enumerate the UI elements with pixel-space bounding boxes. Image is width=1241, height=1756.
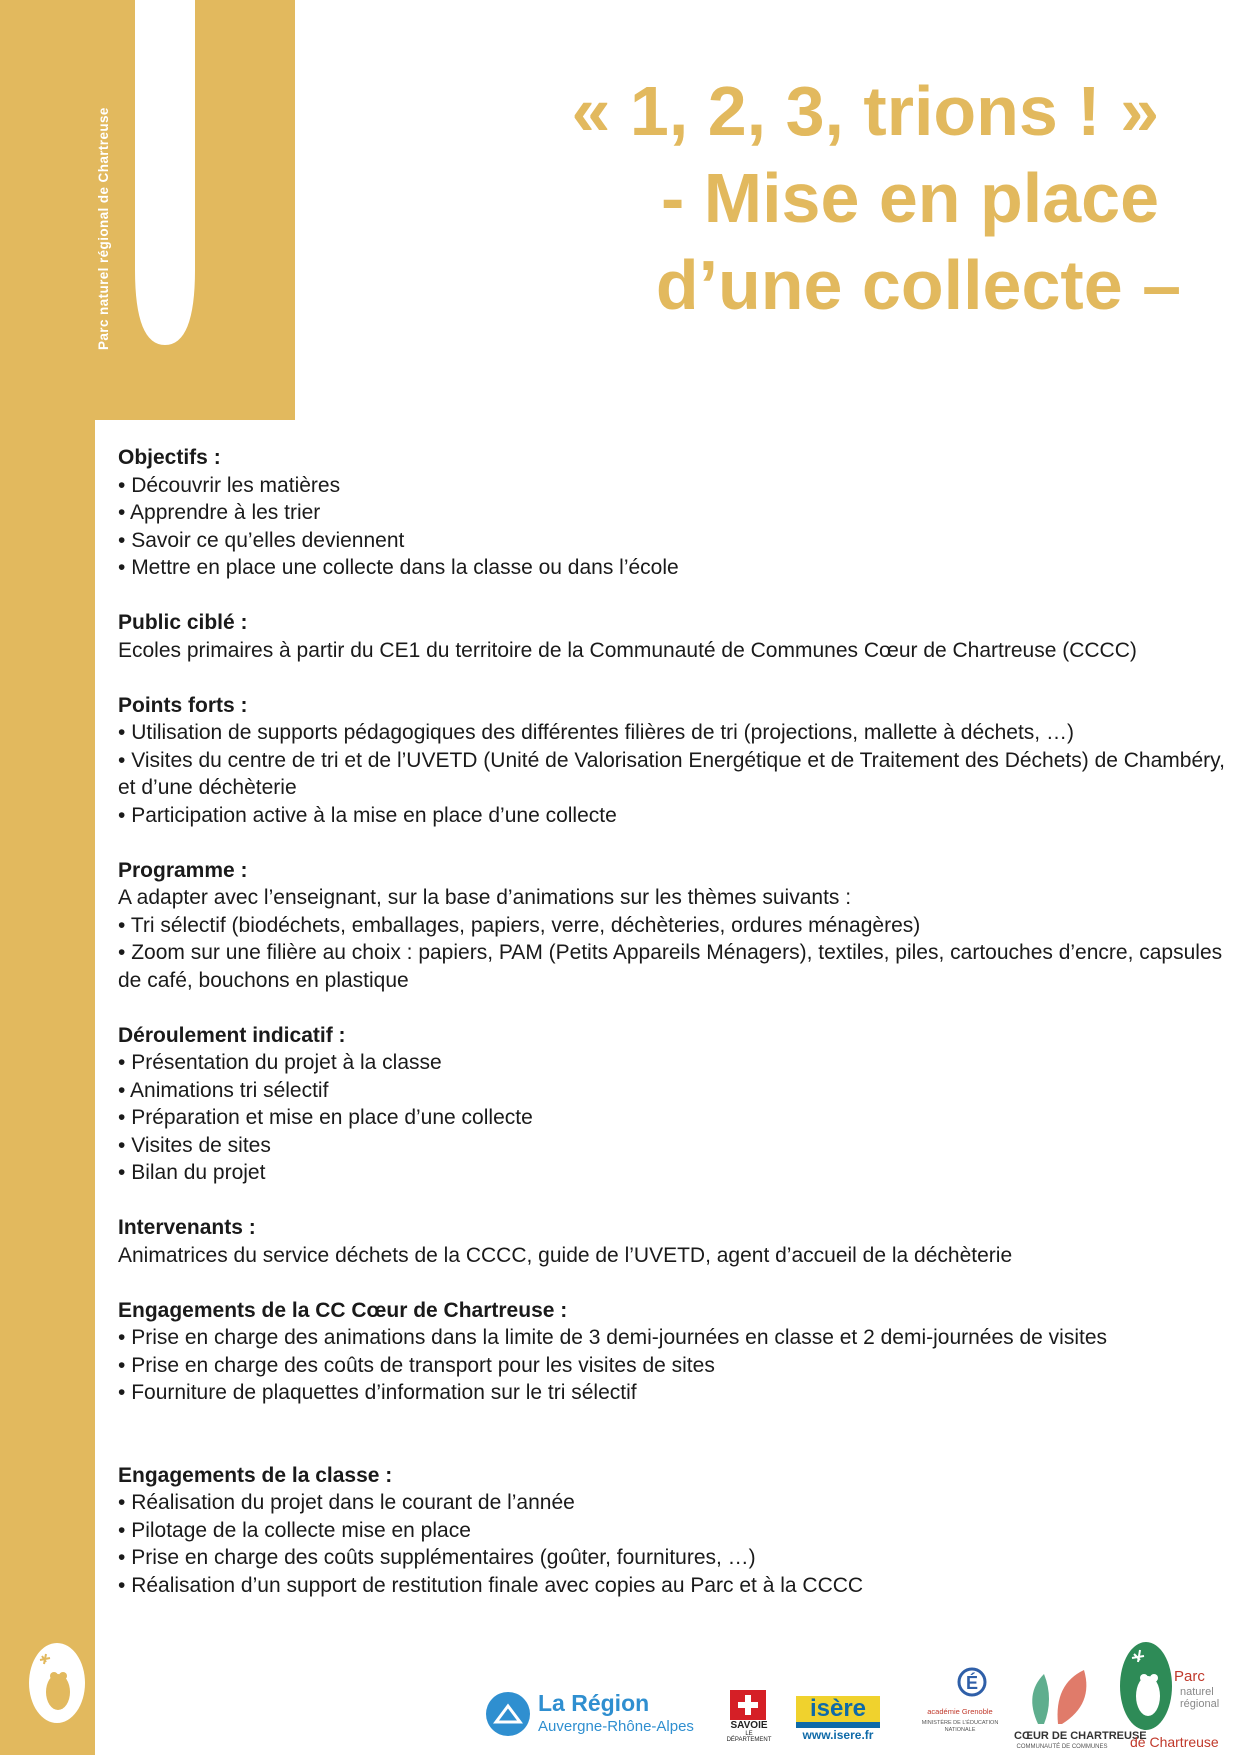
- bullet-list: [118, 1324, 1238, 1407]
- list-item: • Visites de sites: [118, 1132, 1238, 1160]
- section-heading: Engagements de la classe :: [118, 1463, 393, 1487]
- pnr-naturel: naturel: [1180, 1686, 1214, 1698]
- savoie-logo: [724, 1690, 774, 1748]
- section-text: Ecoles primaires à partir du CE1 du territoire de la Communauté de Communes Cœur de Chartreuse (CCCC): [118, 638, 1137, 662]
- list-item: • Prise en charge des coûts supplémentaires (goûter, fournitures, …): [118, 1544, 1238, 1572]
- section-heading: Engagements de la CC Cœur de Chartreuse :: [118, 1298, 568, 1322]
- academie-tag: académie Grenoble: [927, 1707, 993, 1716]
- coeur-sub: COMMUNAUTÉ DE COMMUNES: [1016, 1744, 1108, 1750]
- section-heading: Programme :: [118, 858, 248, 882]
- list-item: • Réalisation du projet dans le courant de l’année: [118, 1489, 1238, 1517]
- list-item: • Tri sélectif (biodéchets, emballages, papiers, verre, déchèteries, ordures ménagères): [118, 912, 1238, 940]
- region-name: La Région: [538, 1690, 650, 1716]
- list-item: • Prise en charge des coûts de transport pour les visites de sites: [118, 1352, 1238, 1380]
- bullet-list: [118, 472, 1238, 582]
- list-item: • Préparation et mise en place d’une collecte: [118, 1104, 1238, 1132]
- bullet-list: [118, 1049, 1238, 1187]
- isere-url: www.isere.fr: [802, 1728, 874, 1742]
- section-engagements-classe: [118, 1462, 1238, 1600]
- title-line-3: d’une collecte –: [655, 246, 1181, 324]
- pnr-owl-icon: [1118, 1638, 1178, 1734]
- region-logo: [486, 1690, 716, 1740]
- section-text: Animatrices du service déchets de la CCCC, guide de l’UVETD, agent d’accueil de la déchèterie: [118, 1243, 1013, 1267]
- section-heading: Déroulement indicatif :: [118, 1023, 346, 1047]
- pnr-chartreuse: de Chartreuse: [1130, 1734, 1219, 1750]
- section-heading: Intervenants :: [118, 1216, 256, 1239]
- pnr-parc: Parc: [1174, 1668, 1205, 1685]
- section-programme: [118, 857, 1238, 995]
- list-item: • Utilisation de supports pédagogiques des différentes filières de tri (projections, mallette à déchets, …): [118, 719, 1238, 747]
- savoie-name: SAVOIE: [730, 1720, 768, 1731]
- region-mountain-icon: [486, 1692, 530, 1736]
- page-title: [421, 68, 1181, 329]
- section-heading: Points forts :: [118, 693, 248, 717]
- pnr-regional: régional: [1180, 1698, 1220, 1710]
- list-item: • Présentation du projet à la classe: [118, 1049, 1238, 1077]
- list-item: • Mettre en place une collecte dans la classe ou dans l’école: [118, 554, 1238, 582]
- list-item: • Réalisation d’un support de restitution finale avec copies au Parc et à la CCCC: [118, 1572, 1238, 1600]
- isere-name: isère: [796, 1696, 880, 1722]
- region-subname: Auvergne-Rhône-Alpes: [538, 1718, 694, 1735]
- coeur-leaves-icon: [1014, 1664, 1110, 1730]
- coeur-de-chartreuse-logo: [1014, 1664, 1147, 1754]
- partner-logos: [0, 1630, 1241, 1755]
- isere-logo: [796, 1696, 880, 1748]
- section-objectifs: [118, 444, 1238, 582]
- list-item: • Visites du centre de tri et de l’UVETD (Unité de Valorisation Energétique et de Traitement des Déchets) de Chambéry, et d’une déchèterie: [118, 747, 1238, 802]
- list-item: • Prise en charge des animations dans la limite de 3 demi-journées en classe et 2 demi-journées de visites: [118, 1324, 1238, 1352]
- section-deroulement: [118, 1022, 1238, 1187]
- section-engagements-cc: [118, 1297, 1238, 1407]
- letter-c-graphic: [95, 0, 295, 420]
- title-line-1: « 1, 2, 3, trions ! »: [571, 72, 1159, 150]
- list-item: • Découvrir les matières: [118, 472, 1238, 500]
- list-item: • Apprendre à les trier: [118, 499, 1238, 527]
- svg-text:É: É: [966, 1673, 979, 1693]
- savoie-sub: LE DÉPARTEMENT: [726, 1731, 772, 1743]
- list-item: • Fourniture de plaquettes d’information sur le tri sélectif: [118, 1379, 1238, 1407]
- section-points-forts: [118, 692, 1238, 830]
- section-intro: A adapter avec l’enseignant, sur la base d’animations sur les thèmes suivants :: [118, 886, 852, 909]
- savoie-cross-icon: [730, 1690, 766, 1720]
- academie-lines: MINISTÈRE DE L’ÉDUCATION NATIONALE: [921, 1720, 999, 1733]
- list-item: • Participation active à la mise en place d’une collecte: [118, 802, 1238, 830]
- bullet-list: [118, 912, 1238, 995]
- bullet-list: [118, 719, 1238, 829]
- list-item: • Pilotage de la collecte mise en place: [118, 1517, 1238, 1545]
- list-item: • Savoir ce qu’elles deviennent: [118, 527, 1238, 555]
- main-content: [118, 444, 1238, 1627]
- pnr-naturel-regional: [1180, 1686, 1219, 1710]
- section-heading: Objectifs :: [118, 446, 221, 469]
- academie-e-icon: [920, 1666, 1000, 1702]
- bullet-list: [118, 1489, 1238, 1599]
- section-intervenants: [118, 1214, 1238, 1269]
- title-line-2: - Mise en place: [661, 159, 1159, 237]
- pnr-chartreuse-logo: [1118, 1638, 1230, 1756]
- section-public: [118, 609, 1238, 664]
- list-item: • Animations tri sélectif: [118, 1077, 1238, 1105]
- list-item: • Bilan du projet: [118, 1159, 1238, 1187]
- sidebar-band: [0, 0, 95, 1755]
- section-heading: Public ciblé :: [118, 611, 248, 634]
- parc-vertical-label: Parc naturel régional de Chartreuse: [96, 107, 111, 350]
- list-item: • Zoom sur une filière au choix : papiers, PAM (Petits Appareils Ménagers), textiles, piles, cartouches d’encre, capsules de café, bouchons en plastique: [118, 939, 1238, 994]
- academie-logo: [920, 1666, 1000, 1750]
- coeur-name: CŒUR DE CHARTREUSE: [1014, 1730, 1147, 1742]
